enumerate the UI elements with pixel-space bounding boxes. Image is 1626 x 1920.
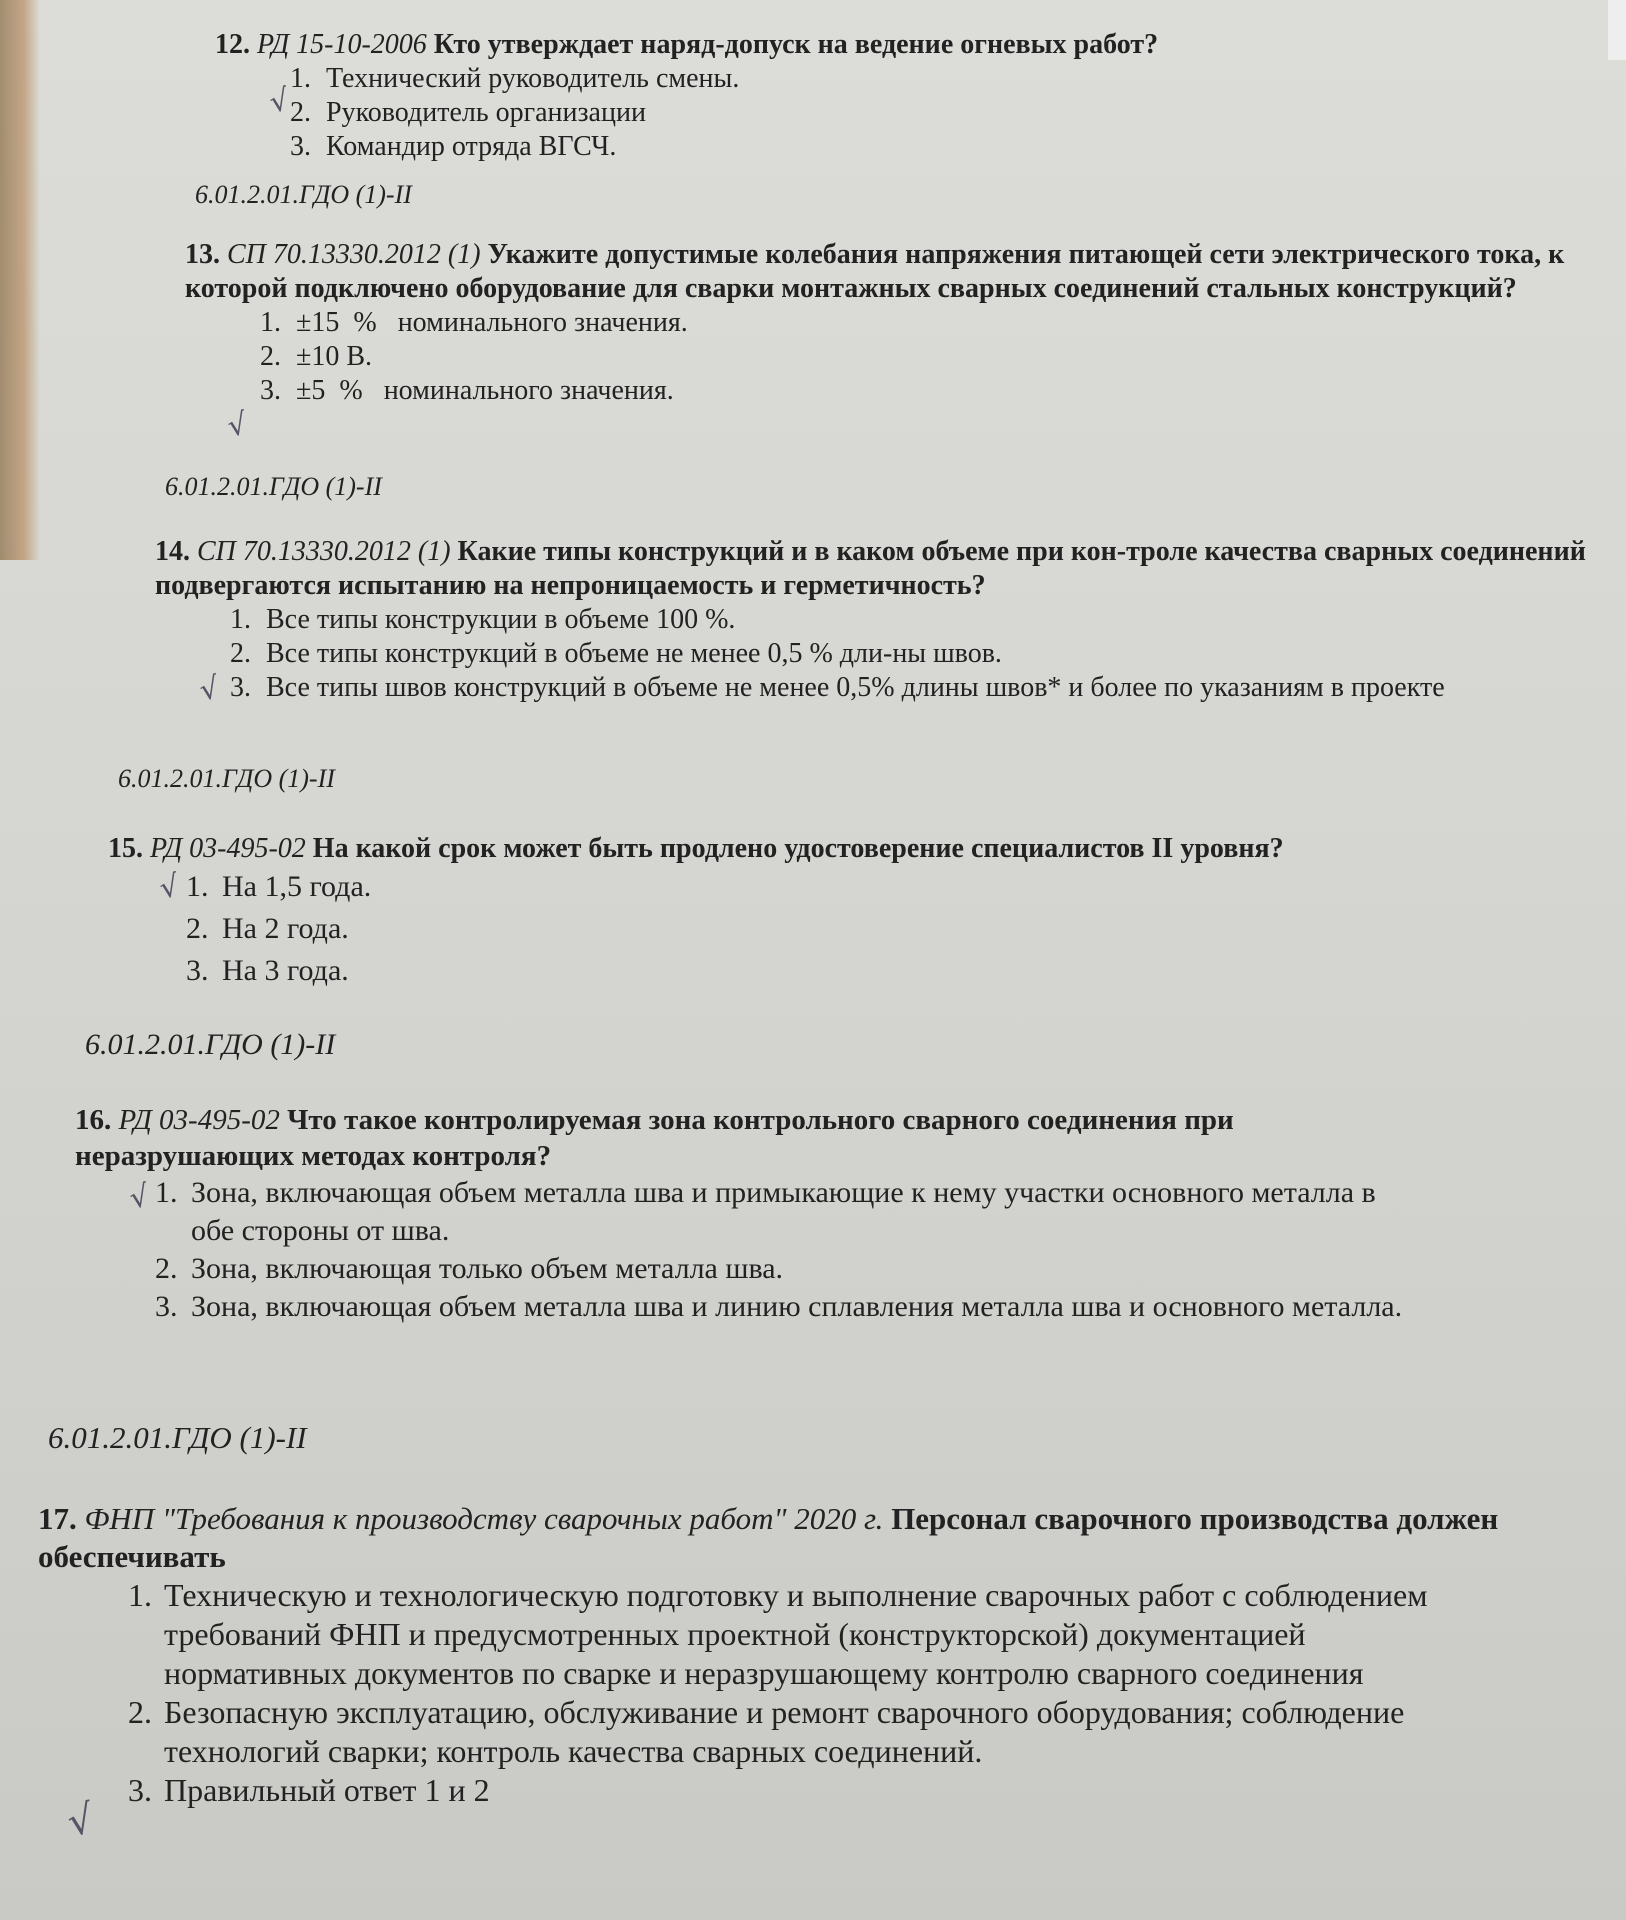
- question-code: 6.01.2.01.ГДО (1)-II: [85, 1028, 336, 1061]
- answer-list: [290, 62, 1595, 164]
- answer-item: [155, 1288, 1415, 1326]
- answer-list: [186, 866, 1588, 992]
- answer-list: [230, 603, 1530, 705]
- question-number: 16.: [75, 1104, 112, 1136]
- question-number: 14.: [155, 536, 190, 567]
- answer-index: 3.: [230, 672, 251, 703]
- question-code: 6.01.2.01.ГДО (1)-II: [118, 764, 335, 793]
- check-mark: √: [196, 670, 223, 709]
- answer-index: 1.: [230, 604, 251, 635]
- question-text: На какой срок может быть продлено удостоверение специалистов II уровня?: [312, 833, 1284, 864]
- check-mark: √: [224, 406, 251, 445]
- question-number: 15.: [108, 833, 143, 864]
- answer-list: [260, 306, 1605, 408]
- page-edge-shadow: [0, 0, 40, 560]
- question-reference: РД 15-10-2006: [257, 29, 427, 60]
- question-12: [215, 28, 1595, 164]
- answer-item: [155, 1174, 1415, 1250]
- answer-index: 2.: [128, 1694, 152, 1730]
- question-number: 17.: [38, 1501, 77, 1536]
- question-code: 6.01.2.01.ГДО (1)-II: [195, 180, 412, 209]
- question-title: [155, 535, 1605, 603]
- answer-index: 2.: [260, 341, 281, 372]
- answer-item: [186, 866, 1588, 908]
- question-title: [108, 832, 1588, 866]
- check-mark: √: [63, 1795, 99, 1847]
- answer-index: 3.: [290, 131, 311, 162]
- answer-item: [128, 1771, 1458, 1810]
- answer-text: Командир отряда ВГСЧ.: [326, 131, 617, 162]
- answer-list: [128, 1576, 1458, 1810]
- answer-index: 1.: [186, 870, 209, 903]
- answer-text: На 3 года.: [222, 954, 349, 987]
- answer-text: Зона, включающая объем металла шва и линию сплавления металла шва и основного металла.: [191, 1290, 1403, 1323]
- answer-text: ±10 В.: [296, 341, 373, 372]
- answer-item: [260, 306, 1605, 340]
- answer-item: [290, 96, 1595, 130]
- question-15: [108, 832, 1588, 992]
- answer-index: 1.: [155, 1176, 178, 1209]
- answer-text: Руководитель организации: [326, 97, 646, 128]
- answer-item: [290, 62, 1595, 96]
- question-number: 13.: [185, 239, 220, 270]
- answer-index: 2.: [290, 97, 311, 128]
- question-17: [38, 1500, 1578, 1810]
- answer-text: Зона, включающая только объем металла шва.: [191, 1252, 784, 1285]
- answer-text: Все типы конструкций в объеме не менее 0,5 % дли-ны швов.: [266, 638, 1002, 669]
- question-reference: РД 03-495-02: [150, 833, 306, 864]
- question-16: [75, 1102, 1455, 1326]
- answer-index: 3.: [260, 375, 281, 406]
- question-text: Укажите допустимые колебания напряжения питающей сети электрического тока, к которой подключено оборудование для сварки монтажных сварных соединений стальных конструкций?: [185, 239, 1565, 304]
- question-title: [38, 1500, 1578, 1576]
- answer-text: Технический руководитель смены.: [326, 63, 740, 94]
- answer-item: [290, 130, 1595, 164]
- question-title: [185, 238, 1605, 306]
- question-reference: РД 03-495-02: [118, 1104, 280, 1136]
- answer-item: [128, 1693, 1458, 1771]
- answer-text: Правильный ответ 1 и 2: [164, 1772, 490, 1808]
- question-code: 6.01.2.01.ГДО (1)-II: [48, 1420, 307, 1455]
- question-title: [75, 1102, 1455, 1174]
- answer-item: [260, 340, 1605, 374]
- question-text: Персонал сварочного производства должен обеспечивать: [38, 1501, 1499, 1574]
- answer-index: 3.: [186, 954, 209, 987]
- question-reference: ФНП "Требования к производству сварочных работ" 2020 г.: [84, 1501, 884, 1536]
- answer-text: Все типы конструкции в объеме 100 %.: [266, 604, 736, 635]
- question-code: 6.01.2.01.ГДО (1)-II: [165, 472, 382, 501]
- answer-text: На 2 года.: [222, 912, 349, 945]
- question-reference: СП 70.13330.2012 (1): [197, 536, 451, 567]
- answer-text: Все типы швов конструкций в объеме не менее 0,5% длины швов* и более по указаниям в проекте: [266, 672, 1445, 703]
- answer-item: [186, 908, 1588, 950]
- answer-index: 3.: [128, 1772, 152, 1808]
- question-text: Кто утверждает наряд-допуск на ведение огневых работ?: [433, 29, 1159, 60]
- answer-index: 2.: [230, 638, 251, 669]
- question-title: [215, 28, 1595, 62]
- answer-item: [230, 671, 1530, 705]
- answer-text: ±5 % номинального значения.: [296, 375, 674, 406]
- answer-text: Безопасную эксплуатацию, обслуживание и ремонт сварочного оборудования; соблюдение технологий сварки; контроль качества сварных соединений.: [164, 1694, 1405, 1769]
- page-corner: [1608, 0, 1626, 60]
- answer-list: [155, 1174, 1415, 1326]
- answer-item: [260, 374, 1605, 408]
- answer-text: На 1,5 года.: [222, 870, 372, 903]
- answer-index: 2.: [155, 1252, 178, 1285]
- question-text: Что такое контролируемая зона контрольного сварного соединения при неразрушающих методах контроля?: [75, 1104, 1234, 1172]
- answer-item: [128, 1576, 1458, 1693]
- answer-item: [186, 950, 1588, 992]
- answer-index: 1.: [290, 63, 311, 94]
- answer-index: 3.: [155, 1290, 178, 1323]
- question-13: [185, 238, 1605, 408]
- check-mark: √: [266, 82, 293, 121]
- answer-index: 2.: [186, 912, 209, 945]
- answer-text: Зона, включающая объем металла шва и примыкающие к нему участки основного металла в обе стороны от шва.: [191, 1176, 1376, 1247]
- check-mark: √: [126, 1178, 153, 1217]
- answer-text: Техническую и технологическую подготовку и выполнение сварочных работ с соблюдением требований ФНП и предусмотренных проектной (конструкторской) документацией нормативных документов по сварке и неразрушающему контролю сварного соединения: [164, 1577, 1428, 1691]
- answer-index: 1.: [260, 307, 281, 338]
- answer-item: [230, 603, 1530, 637]
- answer-index: 1.: [128, 1577, 152, 1613]
- check-mark: √: [156, 868, 183, 907]
- question-14: [155, 535, 1605, 705]
- question-number: 12.: [215, 29, 250, 60]
- answer-text: ±15 % номинального значения.: [296, 307, 688, 338]
- answer-item: [230, 637, 1530, 671]
- question-text: Какие типы конструкций и в каком объеме при кон-троле качества сварных соединений подвергаются испытанию на непроницаемость и герметичность?: [155, 536, 1586, 601]
- answer-item: [155, 1250, 1415, 1288]
- question-reference: СП 70.13330.2012 (1): [227, 239, 481, 270]
